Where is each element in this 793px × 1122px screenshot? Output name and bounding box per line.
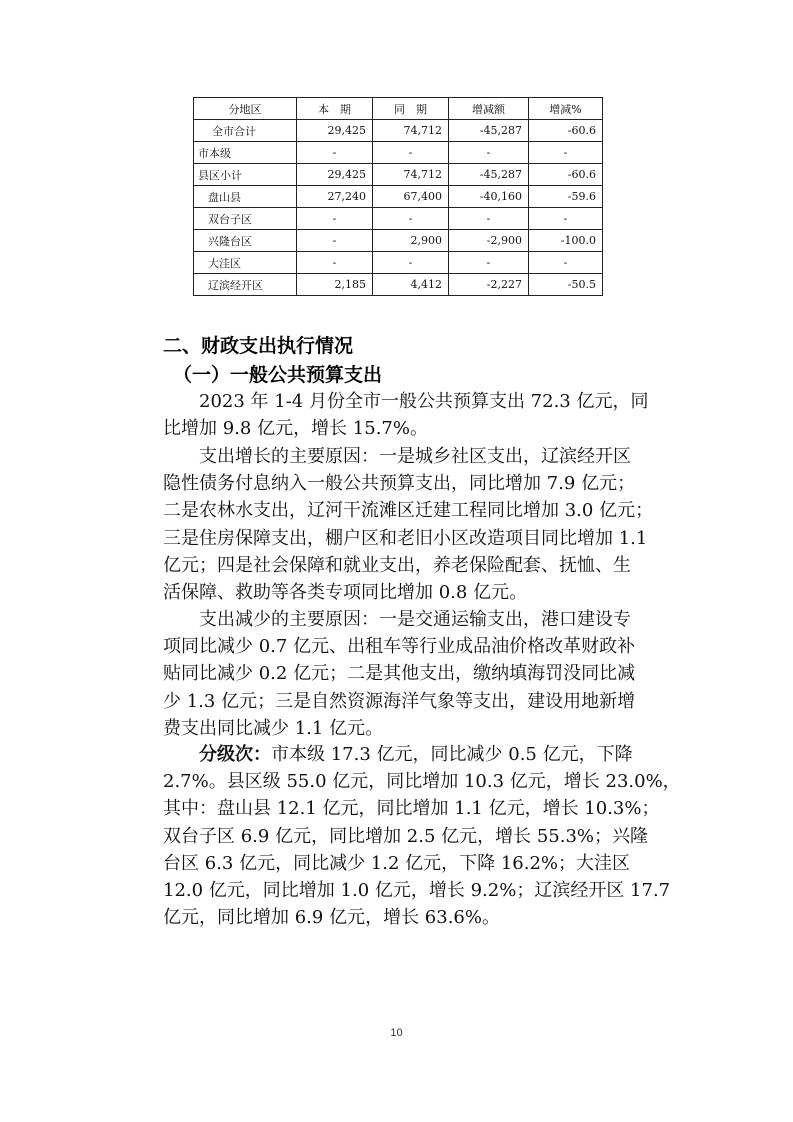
column-header-prior: 同 期	[373, 98, 449, 120]
pct-cell: -60.6	[529, 120, 603, 142]
table-row	[194, 252, 603, 274]
prior-cell: 74,712	[373, 120, 449, 142]
paragraph-line: 亿元，同比增加 6.9 亿元，增长 63.6%。	[163, 907, 500, 929]
pct-cell: -60.6	[529, 164, 603, 186]
pct-cell: -100.0	[529, 230, 603, 252]
paragraph-line: 二是农林水支出，辽河干流滩区迁建工程同比增加 3.0 亿元；	[163, 500, 654, 522]
change-cell: -45,287	[449, 120, 529, 142]
table-row	[194, 164, 603, 186]
paragraph-line: 12.0 亿元，同比增加 1.0 亿元，增长 9.2%；辽滨经开区 17.7	[163, 880, 671, 902]
paragraph-line: 隐性债务付息纳入一般公共预算支出，同比增加 7.9 亿元；	[163, 473, 636, 495]
pct-cell: -	[529, 252, 603, 274]
change-cell: -2,900	[449, 230, 529, 252]
current-cell: -	[297, 142, 373, 164]
paragraph-line	[163, 741, 633, 768]
change-cell: -2,227	[449, 274, 529, 296]
prior-cell: -	[373, 208, 449, 230]
prior-cell: 74,712	[373, 164, 449, 186]
section-heading: 二、财政支出执行情况	[163, 335, 354, 357]
prior-cell: 4,412	[373, 274, 449, 296]
change-cell: -40,160	[449, 186, 529, 208]
paragraph-increase-reasons	[163, 443, 654, 606]
table-row	[194, 120, 603, 142]
paragraph-line: 双台子区 6.9 亿元，同比增加 2.5 亿元，增长 55.3%；兴隆	[163, 825, 649, 847]
current-cell: 27,240	[297, 186, 373, 208]
paragraph-summary	[163, 388, 649, 442]
paragraph-line: 支出减少的主要原因：一是交通运输支出，港口建设专	[163, 609, 631, 630]
paragraph-line: 三是住房保障支出，棚户区和老旧小区改造项目同比增加 1.1	[163, 527, 648, 549]
prior-cell: -	[373, 142, 449, 164]
column-header-current: 本 期	[297, 98, 373, 120]
paragraph-line: 其中：盘山县 12.1 亿元，同比增加 1.1 亿元，增长 10.3%；	[163, 798, 660, 820]
table-row	[194, 186, 603, 208]
paragraph-line: 比增加 9.8 亿元，增长 15.7%。	[163, 418, 428, 440]
paragraph-line: 活保障、救助等各类专项同比增加 0.8 亿元。	[163, 582, 528, 604]
prior-cell: -	[373, 252, 449, 274]
change-cell: -	[449, 208, 529, 230]
subsection-heading: （一）一般公共预算支出	[173, 364, 383, 386]
current-cell: -	[297, 252, 373, 274]
prior-cell: 2,900	[373, 230, 449, 252]
paragraph-by-level	[163, 741, 681, 931]
paragraph-line: 2.7%。县区级 55.0 亿元，同比增加 10.3 亿元，增长 23.0%，	[163, 771, 681, 793]
paragraph-line: 2023 年 1-4 月份全市一般公共预算支出 72.3 亿元，同	[163, 391, 649, 412]
region-cell: 县区小计	[194, 164, 297, 186]
paragraph-line: 支出增长的主要原因：一是城乡社区支出，辽滨经开区	[163, 446, 631, 467]
change-cell: -	[449, 252, 529, 274]
paragraph-line: 费支出同比减少 1.1 亿元。	[163, 717, 384, 739]
paragraph-decrease-reasons	[163, 606, 636, 742]
column-header-region: 分地区	[194, 98, 297, 120]
pct-cell: -50.5	[529, 274, 603, 296]
table-row	[194, 230, 603, 252]
change-cell: -	[449, 142, 529, 164]
table-header-row	[194, 98, 603, 120]
change-cell: -45,287	[449, 164, 529, 186]
paragraph-lead: 分级次：	[199, 744, 271, 765]
region-cell: 市本级	[194, 142, 297, 164]
pct-cell: -59.6	[529, 186, 603, 208]
current-cell: 29,425	[297, 120, 373, 142]
region-cell: 双台子区	[194, 208, 297, 230]
paragraph-line-rest: 市本级 17.3 亿元，同比减少 0.5 亿元，下降	[271, 744, 633, 765]
paragraph-line: 项同比减少 0.7 亿元、出租车等行业成品油价格改革财政补	[163, 636, 636, 658]
revenue-table-container	[193, 97, 602, 296]
region-cell: 辽滨经开区	[194, 274, 297, 296]
region-cell: 兴隆台区	[194, 230, 297, 252]
pct-cell: -	[529, 208, 603, 230]
column-header-change: 增减额	[449, 98, 529, 120]
current-cell: 2,185	[297, 274, 373, 296]
column-header-pct: 增减%	[529, 98, 603, 120]
pct-cell: -	[529, 142, 603, 164]
current-cell: -	[297, 208, 373, 230]
revenue-table	[193, 97, 603, 296]
paragraph-line: 贴同比减少 0.2 亿元；二是其他支出，缴纳填海罚没同比减	[163, 663, 636, 685]
current-cell: 29,425	[297, 164, 373, 186]
region-cell: 盘山县	[194, 186, 297, 208]
region-cell: 大洼区	[194, 252, 297, 274]
table-row	[194, 142, 603, 164]
prior-cell: 67,400	[373, 186, 449, 208]
page-number: 10	[390, 1027, 403, 1039]
paragraph-line: 少 1.3 亿元；三是自然资源海洋气象等支出，建设用地新增	[163, 690, 636, 712]
paragraph-line: 亿元；四是社会保障和就业支出，养老保险配套、抚恤、生	[163, 554, 631, 576]
table-row	[194, 208, 603, 230]
table-row	[194, 274, 603, 296]
region-cell: 全市合计	[194, 120, 297, 142]
current-cell: -	[297, 230, 373, 252]
paragraph-line: 台区 6.3 亿元，同比减少 1.2 亿元，下降 16.2%；大洼区	[163, 852, 631, 874]
